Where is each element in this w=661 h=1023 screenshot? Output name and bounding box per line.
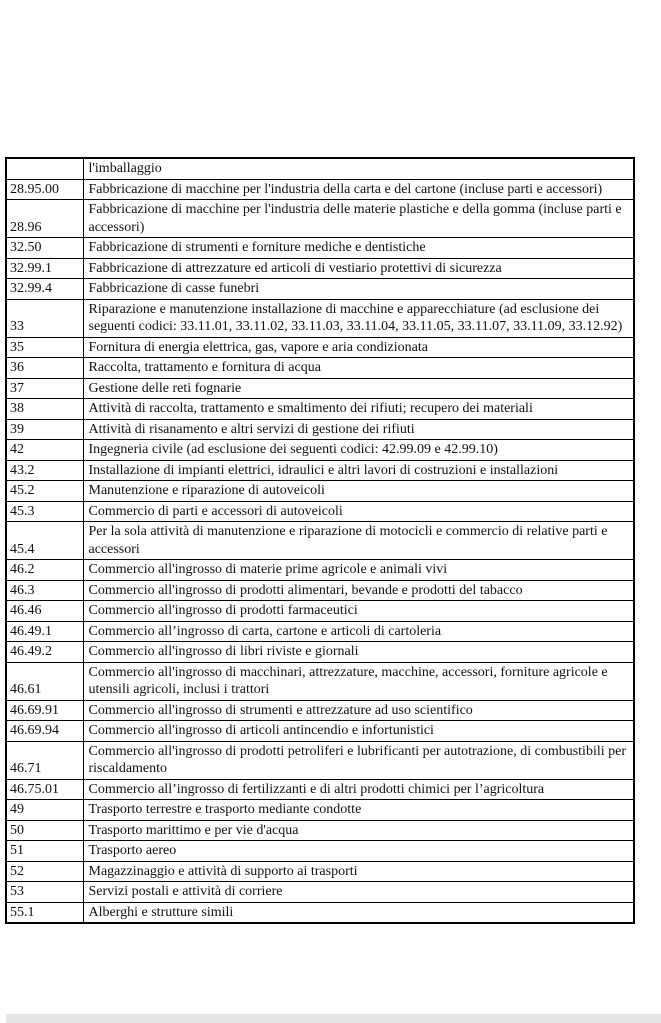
description-cell: Installazione di impianti elettrici, idraulici e altri lavori di costruzioni e installazioni bbox=[83, 460, 634, 481]
code-cell: 55.1 bbox=[6, 902, 83, 923]
code-cell: 45.2 bbox=[6, 481, 83, 502]
table-row bbox=[6, 238, 634, 259]
table-row bbox=[6, 358, 634, 379]
table-row bbox=[6, 902, 634, 923]
code-cell: 46.49.1 bbox=[6, 621, 83, 642]
description-cell: Trasporto aereo bbox=[83, 841, 634, 862]
description-cell: Fornitura di energia elettrica, gas, vapore e aria condizionata bbox=[83, 337, 634, 358]
description-cell: Servizi postali e attività di corriere bbox=[83, 882, 634, 903]
table-row bbox=[6, 841, 634, 862]
description-cell: Commercio all’ingrosso di fertilizzanti e di altri prodotti chimici per l’agricoltura bbox=[83, 779, 634, 800]
code-cell: 35 bbox=[6, 337, 83, 358]
description-cell: Commercio all'ingrosso di articoli antincendio e infortunistici bbox=[83, 721, 634, 742]
ateco-codes-table bbox=[5, 157, 635, 924]
code-cell: 51 bbox=[6, 841, 83, 862]
description-cell: Fabbricazione di casse funebri bbox=[83, 279, 634, 300]
table-row bbox=[6, 820, 634, 841]
code-cell: 49 bbox=[6, 800, 83, 821]
code-cell: 46.49.2 bbox=[6, 642, 83, 663]
description-cell: Manutenzione e riparazione di autoveicoli bbox=[83, 481, 634, 502]
code-cell: 37 bbox=[6, 378, 83, 399]
description-cell: Commercio all'ingrosso di libri riviste e giornali bbox=[83, 642, 634, 663]
table-row bbox=[6, 258, 634, 279]
table-row bbox=[6, 440, 634, 461]
code-cell: 28.96 bbox=[6, 200, 83, 238]
code-cell: 32.99.4 bbox=[6, 279, 83, 300]
code-cell: 45.4 bbox=[6, 522, 83, 560]
code-cell: 46.3 bbox=[6, 580, 83, 601]
table-row bbox=[6, 560, 634, 581]
table-row bbox=[6, 501, 634, 522]
description-cell: Commercio all'ingrosso di prodotti petroliferi e lubrificanti per autotrazione, di combustibili per riscaldamento bbox=[83, 741, 634, 779]
code-cell: 53 bbox=[6, 882, 83, 903]
table-row bbox=[6, 662, 634, 700]
description-cell: Alberghi e strutture simili bbox=[83, 902, 634, 923]
table-row bbox=[6, 741, 634, 779]
description-cell: Commercio all'ingrosso di prodotti farmaceutici bbox=[83, 601, 634, 622]
table-row bbox=[6, 882, 634, 903]
table-row bbox=[6, 601, 634, 622]
code-cell: 46.75.01 bbox=[6, 779, 83, 800]
table-row bbox=[6, 721, 634, 742]
description-cell: Commercio all'ingrosso di macchinari, attrezzature, macchine, accessori, forniture agricole e utensili agricoli, inclusi i trattori bbox=[83, 662, 634, 700]
description-cell: Commercio all’ingrosso di carta, cartone e articoli di cartoleria bbox=[83, 621, 634, 642]
table-row bbox=[6, 200, 634, 238]
description-cell: Per la sola attività di manutenzione e riparazione di motocicli e commercio di relative parti e accessori bbox=[83, 522, 634, 560]
description-cell: l'imballaggio bbox=[83, 158, 634, 179]
description-cell: Magazzinaggio e attività di supporto ai trasporti bbox=[83, 861, 634, 882]
table-row bbox=[6, 522, 634, 560]
table-row bbox=[6, 481, 634, 502]
description-cell: Trasporto marittimo e per vie d'acqua bbox=[83, 820, 634, 841]
table-row bbox=[6, 621, 634, 642]
code-cell bbox=[6, 158, 83, 179]
table-row bbox=[6, 419, 634, 440]
code-cell: 46.61 bbox=[6, 662, 83, 700]
code-cell: 52 bbox=[6, 861, 83, 882]
table-row bbox=[6, 861, 634, 882]
description-cell: Commercio all'ingrosso di prodotti alimentari, bevande e prodotti del tabacco bbox=[83, 580, 634, 601]
table-row bbox=[6, 337, 634, 358]
description-cell: Attività di risanamento e altri servizi di gestione dei rifiuti bbox=[83, 419, 634, 440]
description-cell: Fabbricazione di strumenti e forniture mediche e dentistiche bbox=[83, 238, 634, 259]
table-row bbox=[6, 642, 634, 663]
code-cell: 28.95.00 bbox=[6, 179, 83, 200]
description-cell: Fabbricazione di macchine per l'industria delle materie plastiche e della gomma (incluse parti e accessori) bbox=[83, 200, 634, 238]
description-cell: Commercio di parti e accessori di autoveicoli bbox=[83, 501, 634, 522]
description-cell: Attività di raccolta, trattamento e smaltimento dei rifiuti; recupero dei materiali bbox=[83, 399, 634, 420]
code-cell: 42 bbox=[6, 440, 83, 461]
code-cell: 32.50 bbox=[6, 238, 83, 259]
code-cell: 36 bbox=[6, 358, 83, 379]
table-row bbox=[6, 279, 634, 300]
code-cell: 46.46 bbox=[6, 601, 83, 622]
code-cell: 46.69.91 bbox=[6, 700, 83, 721]
table-row bbox=[6, 800, 634, 821]
code-cell: 32.99.1 bbox=[6, 258, 83, 279]
description-cell: Commercio all'ingrosso di materie prime agricole e animali vivi bbox=[83, 560, 634, 581]
description-cell: Gestione delle reti fognarie bbox=[83, 378, 634, 399]
table-row bbox=[6, 779, 634, 800]
table-row bbox=[6, 580, 634, 601]
code-cell: 38 bbox=[6, 399, 83, 420]
code-cell: 46.2 bbox=[6, 560, 83, 581]
table-body bbox=[6, 158, 634, 923]
table-row bbox=[6, 399, 634, 420]
table-row bbox=[6, 299, 634, 337]
code-cell: 43.2 bbox=[6, 460, 83, 481]
description-cell: Ingegneria civile (ad esclusione dei seguenti codici: 42.99.09 e 42.99.10) bbox=[83, 440, 634, 461]
code-cell: 39 bbox=[6, 419, 83, 440]
code-cell: 45.3 bbox=[6, 501, 83, 522]
table-row bbox=[6, 158, 634, 179]
description-cell: Riparazione e manutenzione installazione di macchine e apparecchiature (ad esclusione dei seguenti codici: 33.11.01, 33.11.02, 33.11.03, 33.11.04, 33.11.05, 33.11.07, 33.11.09, 33.12.92) bbox=[83, 299, 634, 337]
description-cell: Commercio all'ingrosso di strumenti e attrezzature ad uso scientifico bbox=[83, 700, 634, 721]
code-cell: 46.69.94 bbox=[6, 721, 83, 742]
code-cell: 46.71 bbox=[6, 741, 83, 779]
description-cell: Trasporto terrestre e trasporto mediante condotte bbox=[83, 800, 634, 821]
table-row bbox=[6, 378, 634, 399]
description-cell: Fabbricazione di attrezzature ed articoli di vestiario protettivi di sicurezza bbox=[83, 258, 634, 279]
table-row bbox=[6, 460, 634, 481]
code-cell: 50 bbox=[6, 820, 83, 841]
code-cell: 33 bbox=[6, 299, 83, 337]
description-cell: Raccolta, trattamento e fornitura di acqua bbox=[83, 358, 634, 379]
bottom-scrollbar-track[interactable] bbox=[6, 1014, 661, 1023]
table-row bbox=[6, 179, 634, 200]
table-row bbox=[6, 700, 634, 721]
description-cell: Fabbricazione di macchine per l'industria della carta e del cartone (incluse parti e accessori) bbox=[83, 179, 634, 200]
